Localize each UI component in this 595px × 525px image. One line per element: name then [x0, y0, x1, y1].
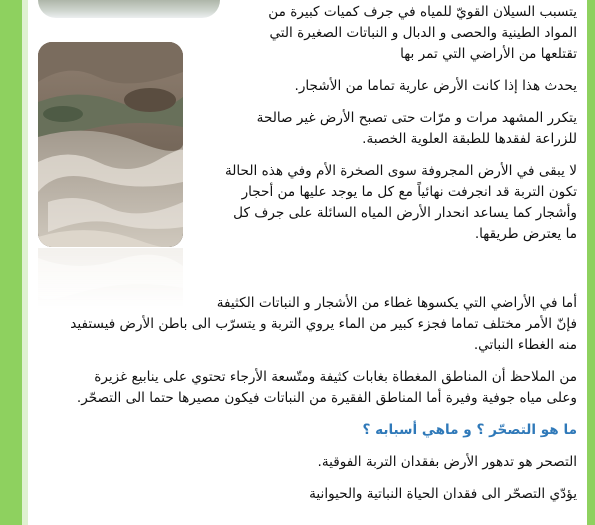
paragraph-bare-land	[201, 76, 577, 97]
flood-water-photo	[38, 42, 183, 247]
text-line: يتكرر المشهد مرات و مرّات حتى تصبح الأرض غير صالحة	[256, 110, 577, 126]
text-line: تقتلعها من الأراضي التي تمر بها	[400, 46, 577, 62]
page-border-right	[587, 0, 595, 525]
paragraph-flood-cause	[201, 2, 577, 65]
answer-text: التصحر هو تدهور الأرض بفقدان التربة الفوقية.	[317, 454, 577, 470]
page-border-left	[0, 0, 22, 525]
paragraph-vegetation	[29, 293, 577, 356]
text-line: فإنّ الأمر مختلف تماما فجزء كبير من الماء يروي التربة و يتسرّب الى باطن الأرض فيستفيد	[70, 316, 577, 332]
text-line: المواد الطينية والحصى و الدبال و النباتات الصغيرة التي	[269, 25, 577, 41]
text-line: أما في الأراضي التي يكسوها غطاء من الأشجار و النباتات الكثيفة	[216, 295, 577, 311]
top-photo-fragment	[38, 0, 220, 18]
text-line: للزراعة لفقدها للطبقة العلوية الخصبة.	[362, 131, 577, 147]
text-line: لا يبقى في الأرض المجروفة سوى الصخرة الأم وفي هذه الحالة	[224, 163, 577, 179]
text-line: من الملاحظ أن المناطق المغطاة بغابات كثيفة ومتّسعة الأرجاء تحتوي على ينابيع غزيرة	[94, 369, 577, 385]
text-line: يتسبب السيلان القويّ للمياه في جرف كميات كبيرة من	[268, 4, 577, 20]
paragraph-repetition	[201, 108, 577, 150]
flood-water-illustration	[38, 42, 183, 247]
text-line: تكون التربة قد انجرفت نهائياً مع كل ما يوجد عليها من أحجار	[241, 184, 577, 200]
question-heading: ما هو التصحّر ؟ و ماهي أسبابه ؟	[362, 422, 577, 438]
upper-text-column	[201, 0, 577, 245]
cut-off-line: يؤدّي التصحّر الى فقدان الحياة النباتية والحيوانية	[309, 486, 577, 502]
paragraph-bedrock	[201, 161, 577, 245]
text-line: يحدث هذا إذا كانت الأرض عارية تماما من الأشجار.	[294, 78, 577, 94]
lower-text-block	[29, 293, 577, 505]
paragraph-forests	[29, 367, 577, 409]
text-line: ما يعترض طريقها.	[474, 226, 577, 242]
text-line: منه الغطاء النباتي.	[473, 337, 577, 353]
page-border-left-inner	[22, 0, 28, 525]
text-line: وعلى مياه جوفية وفيرة أما المناطق الفقيرة من النباتات فيكون مصيرها حتما الى التصحّر.	[76, 390, 577, 406]
text-line: وأشجار كما يساعد انحدار الأرض المياه السائلة على جرف كل	[233, 205, 577, 221]
